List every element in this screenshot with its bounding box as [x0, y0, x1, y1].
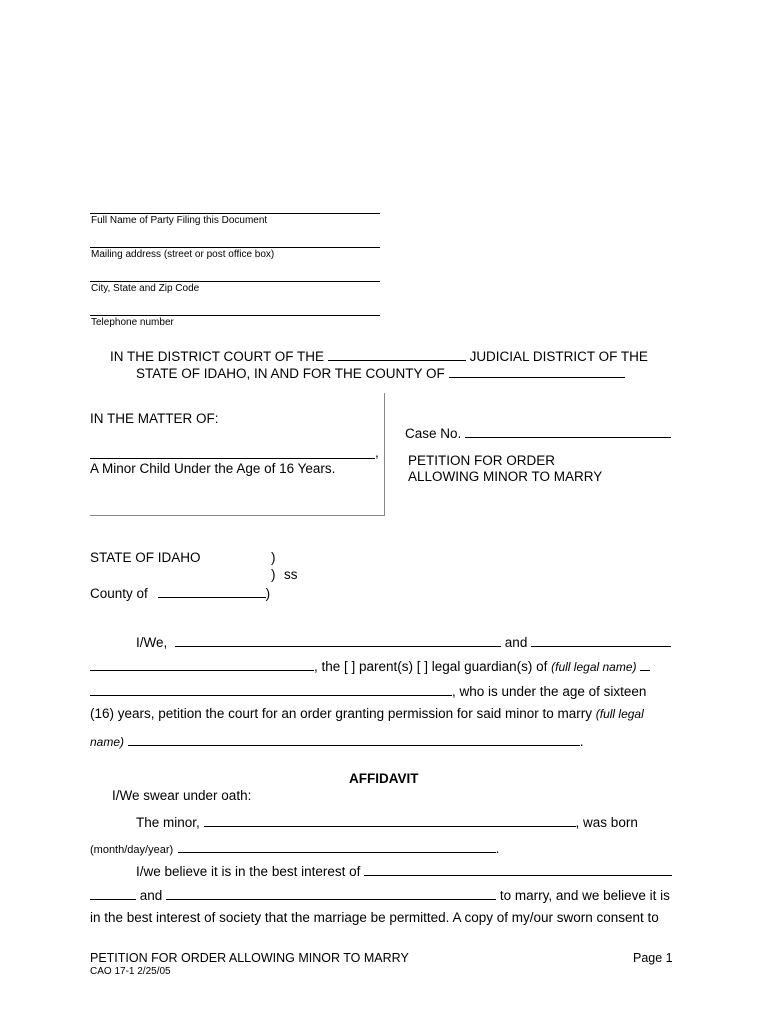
court-line-1-b: JUDICIAL DISTRICT OF THE	[469, 349, 648, 364]
footer-code: CAO 17-1 2/25/05	[90, 966, 171, 977]
telephone-line[interactable]	[90, 315, 380, 316]
doc-title-line-2: ALLOWING MINOR TO MARRY	[408, 469, 603, 484]
affidavit-heading: AFFIDAVIT	[349, 771, 419, 786]
believe-text: I/we believe it is in the best interest of	[136, 864, 361, 879]
who-is-under-text: , who is under the age of sixteen	[452, 684, 647, 699]
venue-paren-3: )	[265, 586, 271, 601]
court-line-1	[110, 346, 648, 364]
best-interest-line	[136, 861, 672, 879]
body-period: .	[579, 734, 584, 749]
court-line-1-a: IN THE DISTRICT COURT OF THE	[110, 349, 325, 364]
body-line-4	[90, 706, 644, 721]
was-born-text: , was born	[575, 815, 638, 830]
minor-born-line	[136, 812, 638, 830]
society-line: in the best interest of society that the marriage be permitted. A copy of my/our sworn consent to	[90, 910, 659, 925]
minor-name-blank-start[interactable]	[640, 656, 650, 671]
caption-divider	[384, 393, 385, 516]
in-the-matter-of: IN THE MATTER OF:	[90, 411, 219, 426]
to-marry-text: to marry, and we believe it is	[499, 888, 670, 903]
address-line[interactable]	[90, 247, 380, 248]
full-legal-hint: (full legal	[595, 707, 644, 721]
party-b-blank[interactable]	[166, 885, 496, 900]
city-state-zip-label: City, State and Zip Code	[91, 283, 200, 294]
court-line-2	[136, 363, 625, 381]
body-line-2	[90, 656, 650, 674]
minor-name-blank[interactable]	[90, 681, 452, 696]
venue-county	[90, 583, 270, 601]
venue-paren-1: )	[271, 550, 276, 565]
and-label: and	[504, 635, 528, 650]
full-name-label: Full Name of Party Filing this Document	[91, 215, 268, 226]
dob-period: .	[495, 841, 500, 856]
footer-title: PETITION FOR ORDER ALLOWING MINOR TO MARRY	[90, 951, 409, 965]
state-of-idaho: STATE OF IDAHO	[90, 550, 201, 565]
judicial-district-blank[interactable]	[328, 346, 466, 361]
minor-child-label: A Minor Child Under the Age of 16 Years.	[90, 461, 336, 476]
petitioner-1-blank[interactable]	[175, 632, 501, 647]
venue-paren-2: )	[271, 567, 276, 582]
dob-blank[interactable]	[178, 838, 496, 853]
to-marry-line	[90, 885, 670, 903]
name-hint: name)	[90, 735, 125, 749]
caption-bottom-rule	[90, 515, 385, 516]
body-line-5	[90, 731, 584, 749]
the-minor-label: The minor,	[136, 815, 200, 830]
name-line[interactable]	[90, 213, 380, 214]
minor-full-name-blank[interactable]	[204, 812, 576, 827]
venue-county-blank[interactable]	[158, 583, 266, 598]
venue-ss: ss	[284, 567, 298, 582]
minor-name-line[interactable]	[90, 458, 375, 459]
iwe-label: I/We,	[136, 635, 168, 650]
doc-title-line-1: PETITION FOR ORDER	[408, 453, 556, 468]
petitioner-2-blank[interactable]	[531, 632, 671, 647]
spouse-name-blank[interactable]	[128, 731, 580, 746]
dob-line	[90, 838, 499, 858]
sixteen-years-text: (16) years, petition the court for an order granting permission for said minor to marry	[90, 706, 592, 721]
caption-comma: ,	[375, 445, 379, 460]
best-interest-blank[interactable]	[364, 861, 672, 876]
aff-and-label: and	[139, 888, 163, 903]
swear-under-oath: I/We swear under oath:	[112, 788, 252, 803]
telephone-label: Telephone number	[91, 317, 174, 328]
body-line-3	[90, 681, 646, 699]
page-number: Page 1	[633, 951, 673, 965]
body-line-1	[136, 632, 671, 650]
full-legal-name-hint: (full legal name)	[551, 660, 637, 674]
city-line[interactable]	[90, 281, 380, 282]
petitioner-3-blank[interactable]	[90, 656, 314, 671]
case-number	[405, 423, 671, 441]
mdy-label: (month/day/year)	[90, 844, 174, 856]
parent-guardian-text: , the [ ] parent(s) [ ] legal guardian(s) of	[314, 659, 548, 674]
mailing-address-label: Mailing address (street or post office box)	[91, 249, 275, 260]
court-line-2-text: STATE OF IDAHO, IN AND FOR THE COUNTY OF	[136, 366, 445, 381]
county-of-label: County of	[90, 586, 148, 601]
case-no-blank[interactable]	[465, 423, 671, 438]
county-blank[interactable]	[449, 363, 625, 378]
party-a-blank[interactable]	[90, 885, 136, 900]
case-no-label: Case No.	[405, 426, 462, 441]
